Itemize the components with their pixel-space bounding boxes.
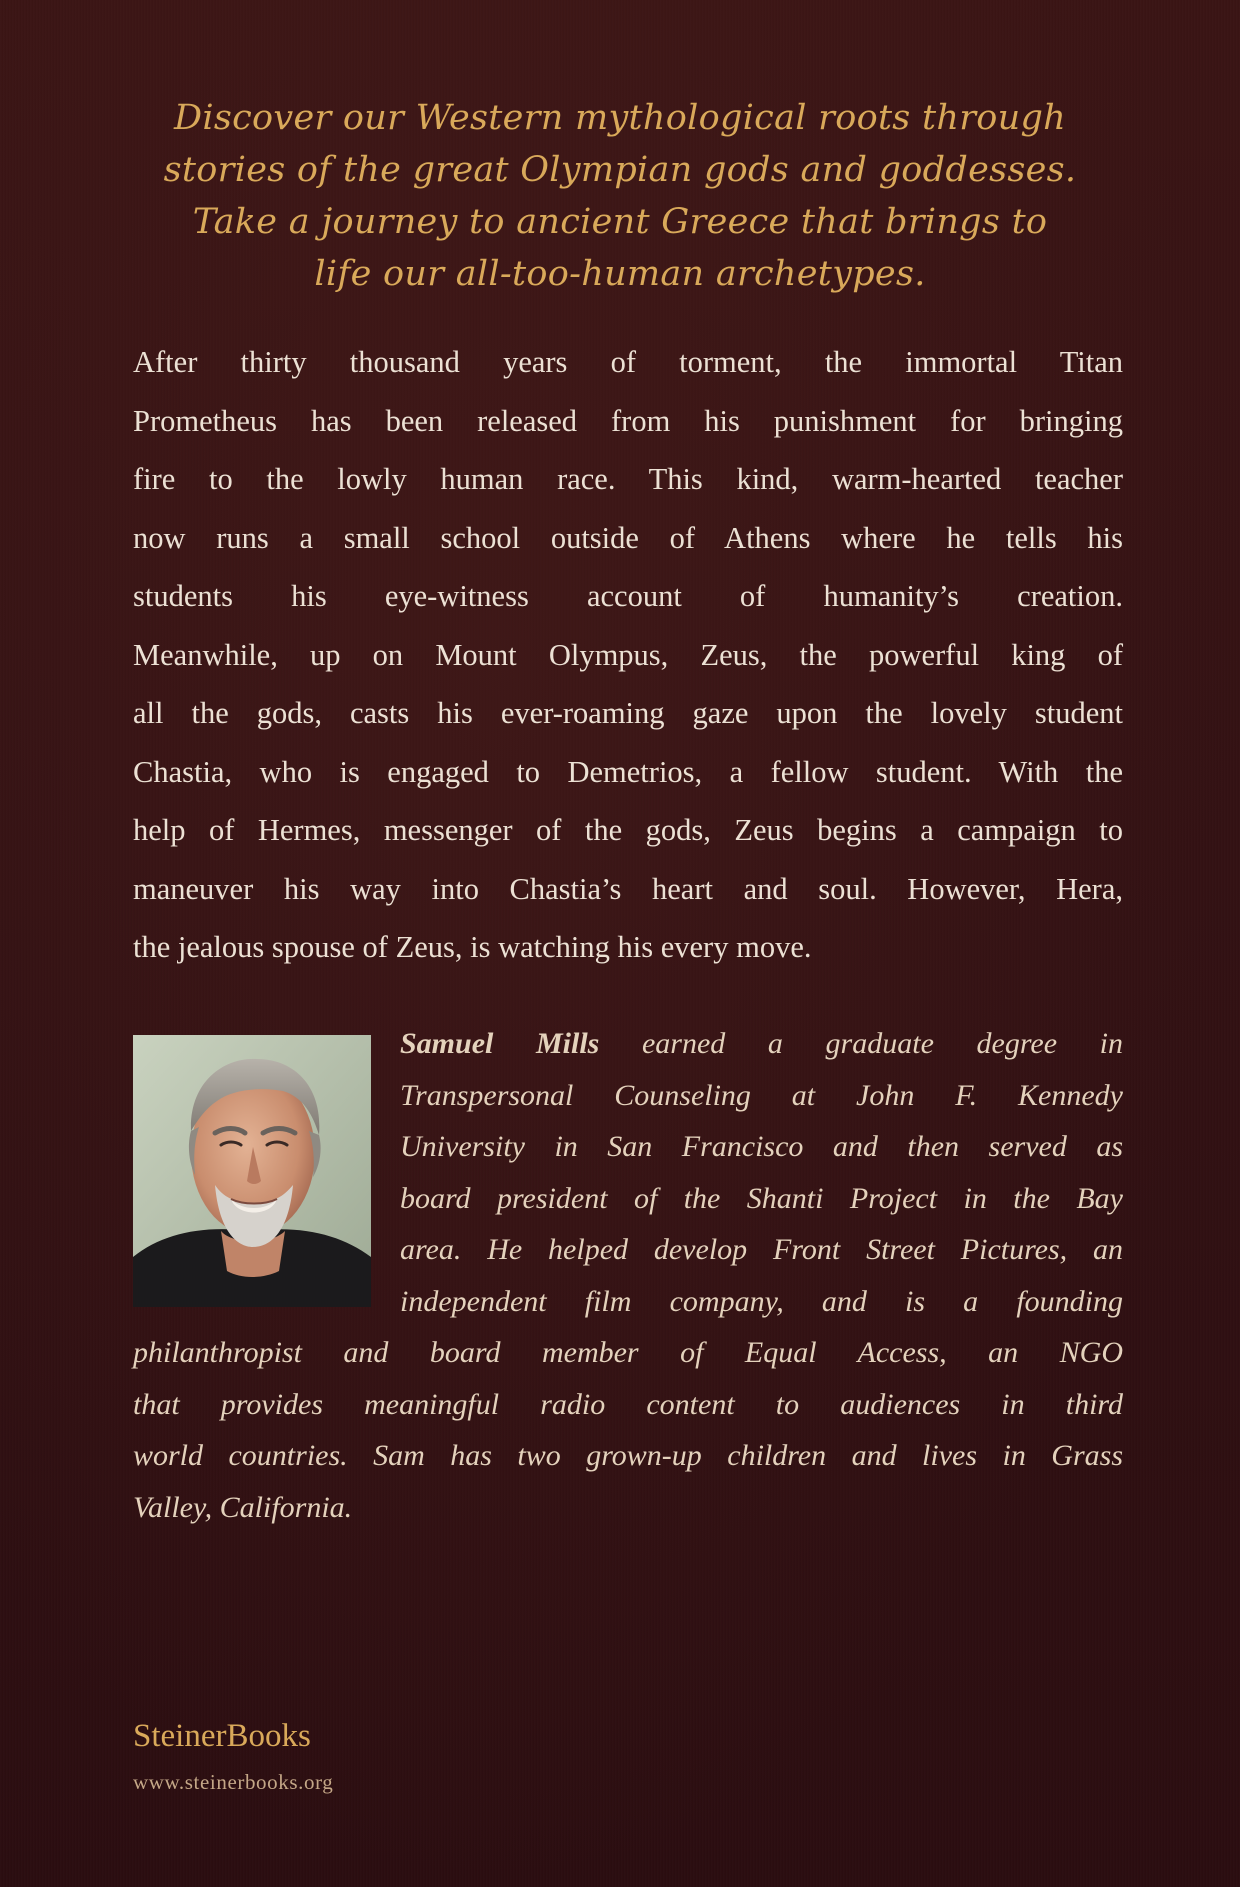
tagline [120, 92, 1120, 300]
synopsis-line: now runs a small school outside of Athens where he tells his [133, 520, 1123, 555]
bio-line: that provides meaningful radio content to audiences in third [133, 1387, 1123, 1421]
tagline-line: Take a journey to ancient Greece that brings to [192, 202, 1048, 242]
author-photo [133, 1035, 371, 1307]
author-bio-full-width [133, 1327, 1123, 1533]
synopsis-line: all the gods, casts his ever-roaming gaze upon the lovely student [133, 696, 1123, 730]
publisher-name: SteinerBooks [133, 1718, 311, 1754]
bio-line: area. He helped develop Front Street Pictures, an [400, 1233, 1123, 1266]
bio-line: Transpersonal Counseling at John F. Kennedy [400, 1078, 1123, 1112]
bio-first-line-rest: earned a graduate degree in [641, 1027, 1123, 1060]
bio-line: world countries. Sam has two grown-up children and lives in Grass [133, 1439, 1123, 1472]
synopsis-line: fire to the lowly human race. This kind, warm-hearted teacher [133, 462, 1123, 496]
synopsis-line: Meanwhile, up on Mount Olympus, Zeus, the powerful king of [133, 637, 1123, 672]
synopsis-line: maneuver his way into Chastia’s heart and soul. However, Hera, [133, 871, 1123, 906]
bio-line: board president of the Shanti Project in the Bay [400, 1181, 1123, 1215]
bio-line: philanthropist and board member of Equal Access, an NGO [133, 1336, 1123, 1369]
synopsis-line: Prometheus has been released from his punishment for bringing [133, 403, 1123, 438]
author-portrait-icon [133, 1035, 371, 1307]
tagline-line: Discover our Western mythological roots through [174, 98, 1066, 138]
synopsis-line: After thirty thousand years of torment, the immortal Titan [133, 345, 1123, 379]
tagline-line: stories of the great Olympian gods and goddesses. [163, 150, 1077, 190]
publisher-url: www.steinerbooks.org [133, 1770, 334, 1794]
tagline-line: life our all-too-human archetypes. [314, 254, 926, 294]
author-name: Samuel Mills [400, 1027, 600, 1060]
bio-line: Valley, California. [133, 1490, 353, 1524]
bio-first-line [400, 1018, 1123, 1070]
synopsis-line: students his eye-witness account of humanity’s creation. [133, 579, 1123, 613]
bio-line: University in San Francisco and then served as [400, 1130, 1123, 1163]
author-bio-beside-photo [400, 1018, 1123, 1327]
synopsis-line: help of Hermes, messenger of the gods, Zeus begins a campaign to [133, 813, 1123, 847]
synopsis-line: the jealous spouse of Zeus, is watching his every move. [133, 930, 812, 964]
synopsis-paragraph [133, 333, 1123, 977]
synopsis-line: Chastia, who is engaged to Demetrios, a fellow student. With the [133, 754, 1123, 789]
bio-line: independent film company, and is a founding [400, 1284, 1123, 1318]
